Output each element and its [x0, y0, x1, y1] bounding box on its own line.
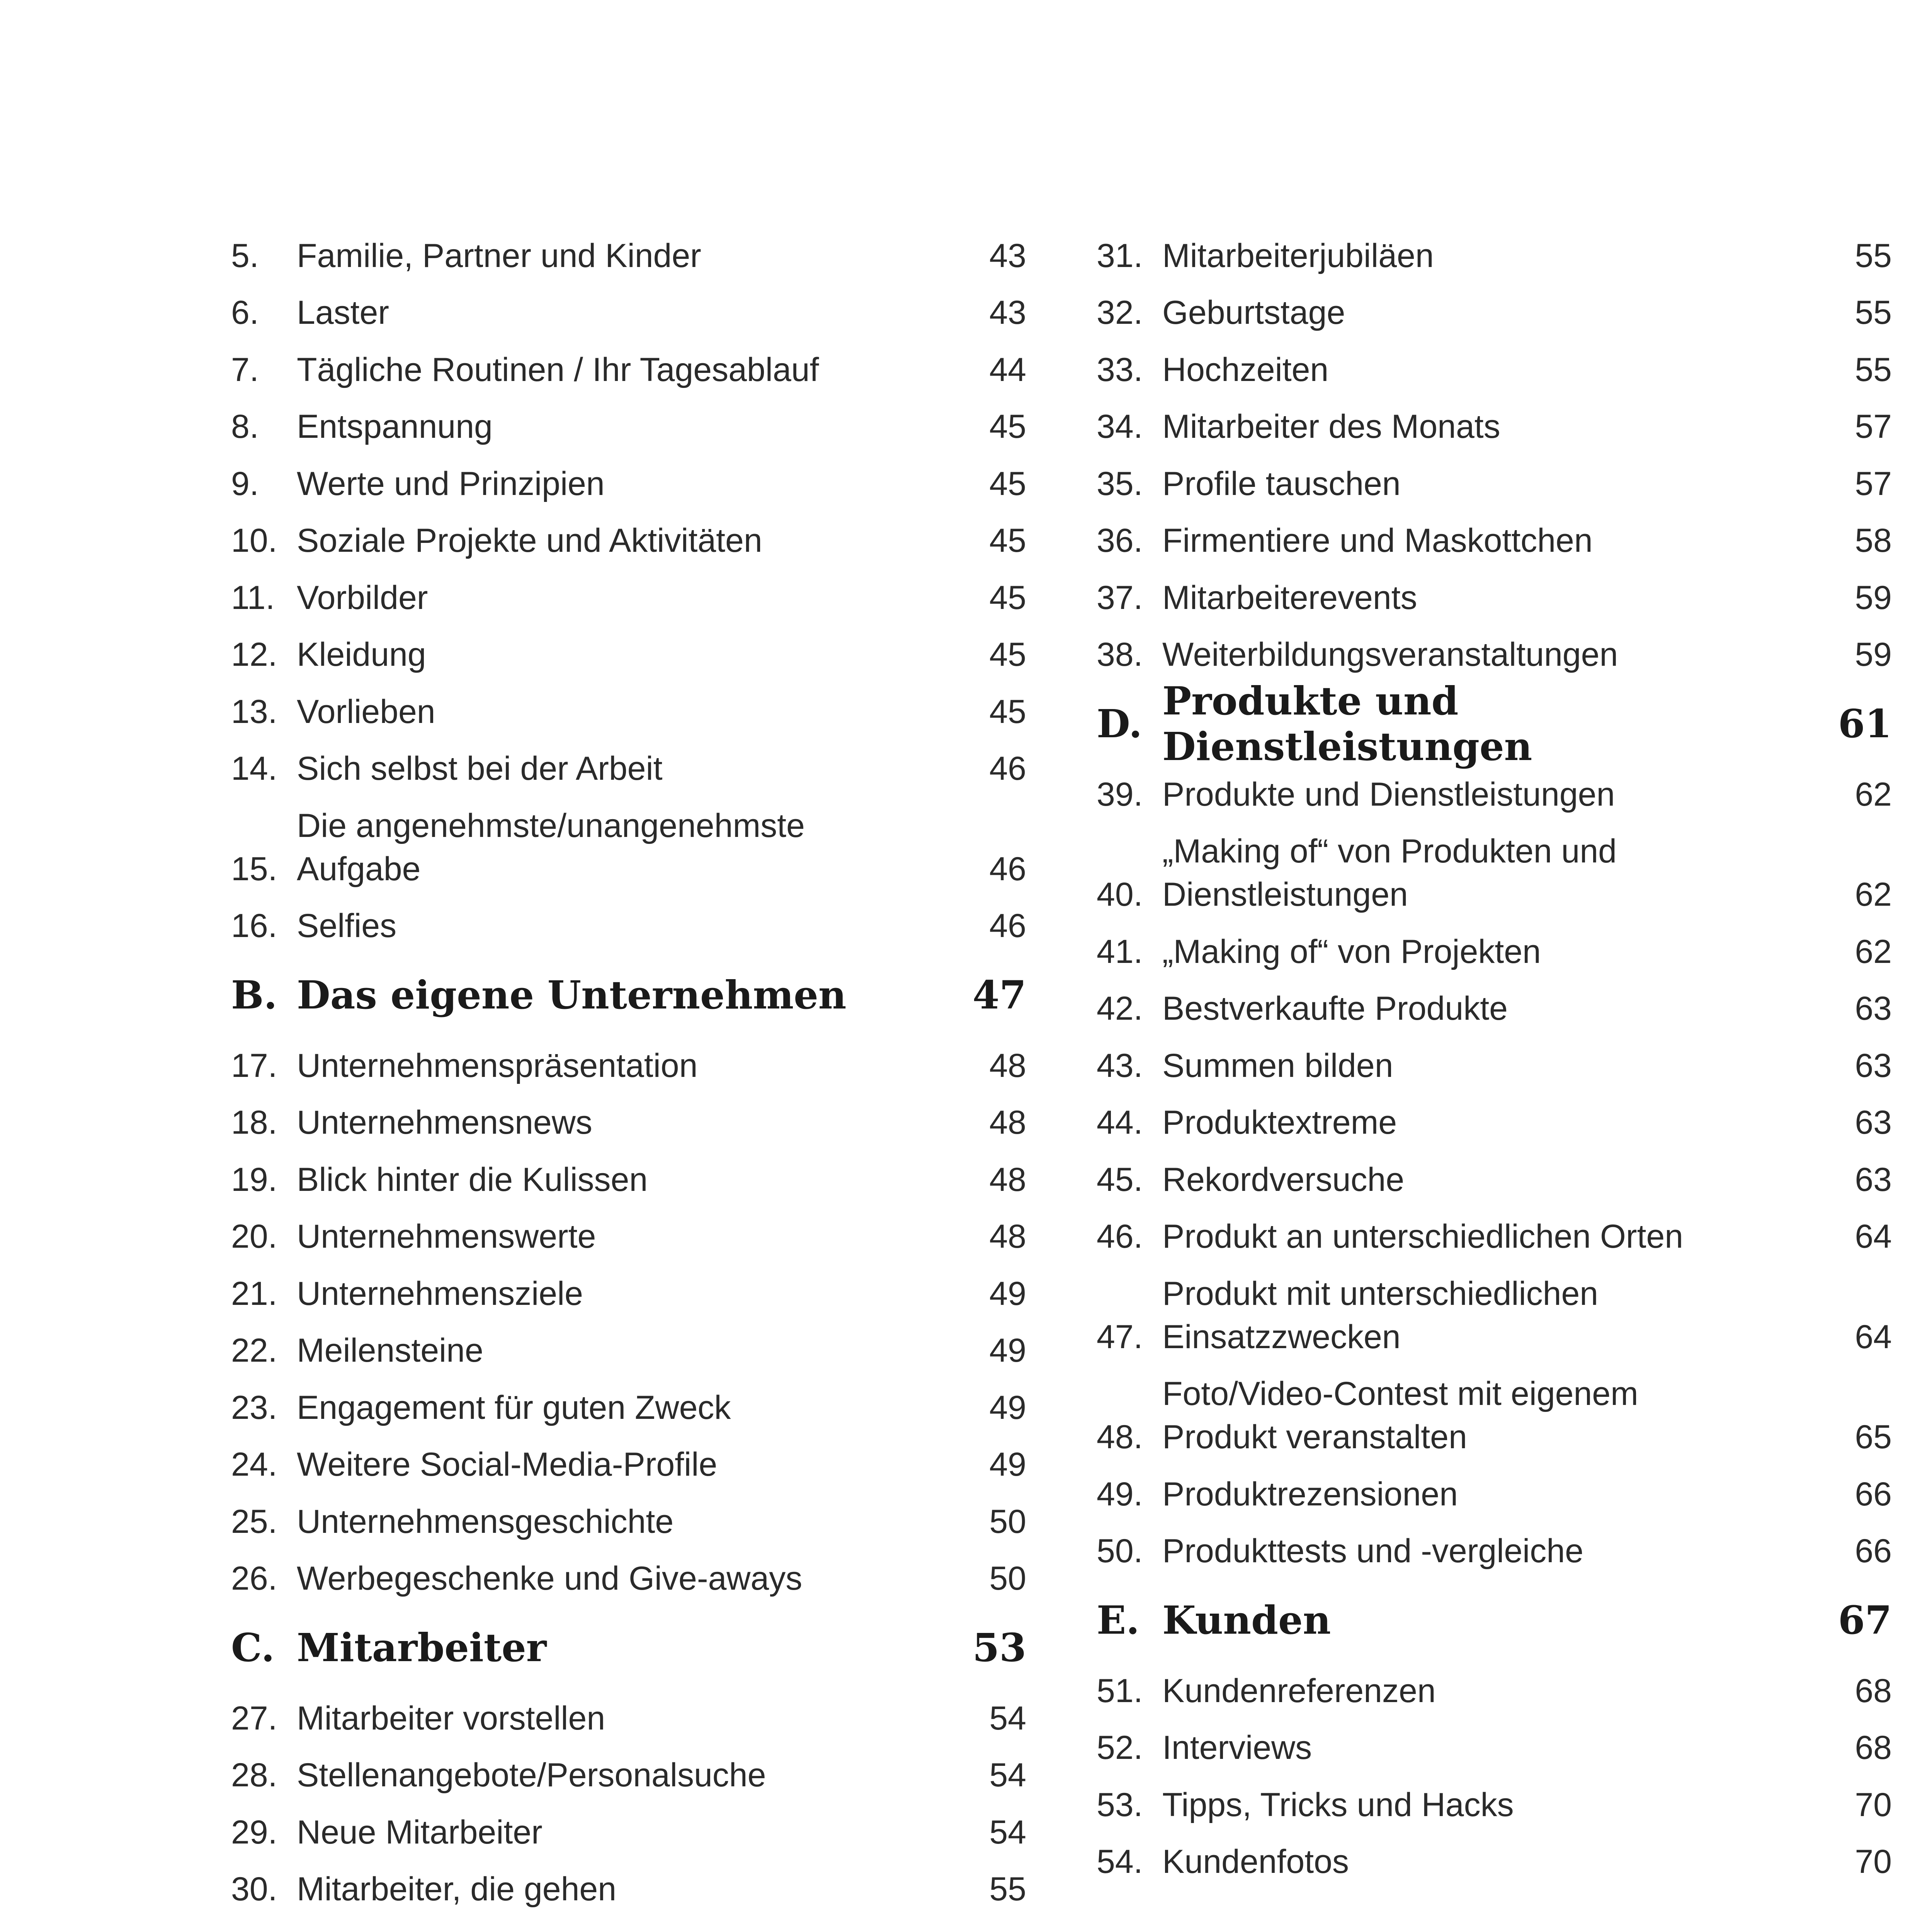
entry-page: 66	[1855, 1475, 1892, 1513]
entry-page: 54	[989, 1757, 1026, 1794]
toc-entry[interactable]	[1097, 1713, 1892, 1770]
entry-title: Die angenehmste/unangenehmste Aufgabe	[297, 807, 805, 888]
toc-entry[interactable]	[231, 505, 1026, 563]
entry-page: 46	[989, 750, 1026, 787]
entry-number: 11.	[231, 579, 275, 616]
entry-page: 54	[989, 1699, 1026, 1737]
entry-title: Geburtstage	[1162, 294, 1345, 331]
entry-number: 44.	[1097, 1104, 1143, 1141]
section-page: 61	[1838, 701, 1892, 747]
entry-number: 10.	[231, 522, 277, 559]
toc-entry[interactable]	[1097, 391, 1892, 449]
entry-number: 33.	[1097, 351, 1143, 388]
entry-number: 41.	[1097, 933, 1143, 970]
entry-number: 50.	[1097, 1532, 1143, 1570]
entry-number: 16.	[231, 907, 277, 944]
entry-title: Vorbilder	[297, 579, 428, 616]
toc-entry[interactable]	[231, 1030, 1026, 1087]
entry-page: 63	[1855, 1104, 1892, 1141]
toc-entry[interactable]	[1097, 973, 1892, 1031]
entry-title: Summen bilden	[1162, 1047, 1393, 1084]
entry-title: „Making of“ von Projekten	[1162, 933, 1541, 970]
toc-entry[interactable]	[231, 448, 1026, 505]
entry-page: 68	[1855, 1672, 1892, 1709]
entry-page: 62	[1855, 876, 1892, 913]
toc-entry[interactable]	[1097, 1516, 1892, 1573]
entry-number: 26.	[231, 1560, 277, 1597]
entry-number: 46.	[1097, 1218, 1143, 1255]
entry-page: 58	[1855, 522, 1892, 559]
toc-entry[interactable]	[231, 1258, 1026, 1315]
entry-title: Entspannung	[297, 408, 493, 445]
section-page: 53	[972, 1625, 1026, 1670]
entry-number: 23.	[231, 1389, 277, 1426]
entry-page: 46	[989, 907, 1026, 944]
entry-title: Blick hinter die Kulissen	[297, 1161, 648, 1198]
entry-title: Unternehmensziele	[297, 1275, 583, 1312]
entry-page: 64	[1855, 1318, 1892, 1355]
entry-number: 8.	[231, 408, 259, 445]
entry-title: Laster	[297, 294, 389, 331]
entry-page: 70	[1855, 1843, 1892, 1880]
section-letter: C.	[231, 1625, 275, 1670]
entry-number: 18.	[231, 1104, 277, 1141]
entry-page: 43	[989, 237, 1026, 274]
section-page: 67	[1838, 1597, 1892, 1643]
toc-entry[interactable]	[231, 277, 1026, 335]
entry-page: 57	[1855, 408, 1892, 445]
entry-number: 7.	[231, 351, 259, 388]
toc-entry[interactable]	[231, 1372, 1026, 1429]
entry-number: 37.	[1097, 579, 1143, 616]
entry-page: 70	[1855, 1786, 1892, 1823]
entry-page: 66	[1855, 1532, 1892, 1570]
entry-page: 63	[1855, 990, 1892, 1027]
toc-entry[interactable]	[231, 334, 1026, 391]
entry-page: 45	[989, 465, 1026, 502]
entry-page: 46	[989, 850, 1026, 888]
entry-title: Mitarbeiterjubiläen	[1162, 237, 1434, 274]
entry-title: Stellenangebote/Personalsuche	[297, 1757, 766, 1794]
entries-group	[1097, 759, 1892, 1573]
entry-page: 50	[989, 1503, 1026, 1540]
entry-number: 36.	[1097, 522, 1143, 559]
entry-number: 54.	[1097, 1843, 1143, 1880]
entry-title: Profile tauschen	[1162, 465, 1401, 502]
toc-entry[interactable]	[231, 790, 1026, 891]
toc-entry[interactable]	[231, 1087, 1026, 1145]
entry-number: 20.	[231, 1218, 277, 1255]
toc-entry[interactable]	[231, 220, 1026, 277]
entry-page: 68	[1855, 1729, 1892, 1766]
entry-number: 31.	[1097, 237, 1143, 274]
entry-title: Neue Mitarbeiter	[297, 1813, 543, 1851]
entry-title: Unternehmenswerte	[297, 1218, 596, 1255]
toc-entry[interactable]	[231, 891, 1026, 948]
entry-number: 53.	[1097, 1786, 1143, 1823]
entry-page: 55	[1855, 351, 1892, 388]
entry-title: Unternehmensgeschichte	[297, 1503, 674, 1540]
entry-number: 17.	[231, 1047, 277, 1084]
entry-page: 55	[1855, 294, 1892, 331]
entry-title: Rekordversuche	[1162, 1161, 1405, 1198]
entry-title: Tägliche Routinen / Ihr Tagesablauf	[297, 351, 819, 388]
section-letter: B.	[231, 972, 277, 1018]
toc-entry[interactable]	[1097, 1087, 1892, 1145]
toc-entry[interactable]	[231, 1543, 1026, 1600]
entry-title: Mitarbeiter des Monats	[1162, 408, 1500, 445]
entry-number: 45.	[1097, 1161, 1143, 1198]
entry-title: Selfies	[297, 907, 397, 944]
section-heading[interactable]	[231, 960, 1026, 1030]
entry-title: Produkttests und -vergleiche	[1162, 1532, 1583, 1570]
entry-number: 5.	[231, 237, 259, 274]
toc-entry[interactable]	[1097, 816, 1892, 917]
entry-page: 49	[989, 1332, 1026, 1369]
entry-number: 22.	[231, 1332, 277, 1369]
entry-page: 63	[1855, 1047, 1892, 1084]
toc-entry[interactable]	[1097, 505, 1892, 563]
entry-page: 62	[1855, 933, 1892, 970]
entry-number: 48.	[1097, 1418, 1143, 1456]
entry-number: 6.	[231, 294, 259, 331]
entry-title: Werbegeschenke und Give-aways	[297, 1560, 803, 1597]
section-heading[interactable]	[231, 1612, 1026, 1683]
entry-title: Mitarbeiter, die gehen	[297, 1871, 617, 1908]
entry-number: 29.	[231, 1813, 277, 1851]
entry-number: 42.	[1097, 990, 1143, 1027]
toc-entry[interactable]	[231, 676, 1026, 733]
entry-title: Mitarbeiterevents	[1162, 579, 1417, 616]
section-letter: E.	[1097, 1597, 1140, 1643]
entry-page: 49	[989, 1275, 1026, 1312]
entry-page: 57	[1855, 465, 1892, 502]
section-title: Das eigene Unternehmen	[297, 972, 847, 1018]
entry-title: Familie, Partner und Kinder	[297, 237, 701, 274]
entry-page: 62	[1855, 776, 1892, 813]
entry-number: 38.	[1097, 636, 1143, 673]
entry-page: 55	[1855, 237, 1892, 274]
entry-title: Firmentiere und Maskottchen	[1162, 522, 1593, 559]
entry-title: Unternehmensnews	[297, 1104, 592, 1141]
toc-entry[interactable]	[231, 1201, 1026, 1259]
toc-entry[interactable]	[1097, 334, 1892, 391]
toc-entry[interactable]	[1097, 220, 1892, 277]
entry-number: 13.	[231, 693, 277, 730]
entry-number: 32.	[1097, 294, 1143, 331]
entry-number: 12.	[231, 636, 277, 673]
entry-title: Produktrezensionen	[1162, 1475, 1458, 1513]
toc-entry[interactable]	[1097, 1359, 1892, 1459]
entry-page: 59	[1855, 579, 1892, 616]
entry-number: 30.	[231, 1871, 277, 1908]
toc-entry[interactable]	[1097, 448, 1892, 505]
entry-title: Produkte und Dienstleistungen	[1162, 776, 1615, 813]
entry-title: Foto/Video-Contest mit eigenem Produkt veranstalten	[1162, 1375, 1638, 1456]
toc-entry[interactable]	[231, 1486, 1026, 1543]
toc-entry[interactable]	[1097, 1769, 1892, 1827]
entry-page: 45	[989, 522, 1026, 559]
entry-page: 48	[989, 1047, 1026, 1084]
entry-title: Bestverkaufte Produkte	[1162, 990, 1508, 1027]
entry-number: 15.	[231, 850, 277, 888]
section-heading[interactable]	[1097, 1585, 1892, 1655]
entry-number: 39.	[1097, 776, 1143, 813]
entries-group	[1097, 1655, 1892, 1883]
entry-number: 19.	[231, 1161, 277, 1198]
entry-number: 35.	[1097, 465, 1143, 502]
entry-title: Sich selbst bei der Arbeit	[297, 750, 663, 787]
entry-page: 44	[989, 351, 1026, 388]
entry-title: Meilensteine	[297, 1332, 483, 1369]
entry-title: Produkt mit unterschiedlichen Einsatzzwecken	[1162, 1275, 1599, 1355]
entry-title: Mitarbeiter vorstellen	[297, 1699, 605, 1737]
entries-group	[231, 1683, 1026, 1911]
entry-title: Engagement für guten Zweck	[297, 1389, 731, 1426]
entry-number: 24.	[231, 1446, 277, 1483]
toc-entry[interactable]	[231, 1854, 1026, 1911]
entry-page: 45	[989, 579, 1026, 616]
entry-title: Vorlieben	[297, 693, 435, 730]
entry-page: 63	[1855, 1161, 1892, 1198]
toc-entry[interactable]	[231, 1429, 1026, 1486]
entry-number: 28.	[231, 1757, 277, 1794]
toc-entry[interactable]	[1097, 1030, 1892, 1087]
toc-right-column	[1097, 220, 1892, 1883]
entry-number: 9.	[231, 465, 259, 502]
entry-title: Produktextreme	[1162, 1104, 1397, 1141]
entry-title: Interviews	[1162, 1729, 1312, 1766]
entry-page: 43	[989, 294, 1026, 331]
toc-entry[interactable]	[231, 562, 1026, 619]
entry-title: „Making of“ von Produkten und Dienstleistungen	[1162, 833, 1617, 913]
toc-entry[interactable]	[231, 1144, 1026, 1201]
toc-entry[interactable]	[231, 619, 1026, 677]
entry-number: 25.	[231, 1503, 277, 1540]
entries-group	[1097, 220, 1892, 676]
entry-page: 48	[989, 1161, 1026, 1198]
entries-group	[231, 1030, 1026, 1600]
toc-entry[interactable]	[231, 1740, 1026, 1797]
toc-entry[interactable]	[1097, 619, 1892, 677]
toc-entry[interactable]	[1097, 1827, 1892, 1884]
toc-entry[interactable]	[231, 1683, 1026, 1740]
entry-page: 59	[1855, 636, 1892, 673]
entry-number: 49.	[1097, 1475, 1143, 1513]
entry-page: 45	[989, 693, 1026, 730]
section-title: Mitarbeiter	[297, 1625, 547, 1670]
toc-left-column	[231, 220, 1026, 1911]
entry-title: Kleidung	[297, 636, 426, 673]
entry-title: Weitere Social-Media-Profile	[297, 1446, 718, 1483]
toc-entry[interactable]	[1097, 562, 1892, 619]
entry-page: 64	[1855, 1218, 1892, 1255]
entry-title: Kundenfotos	[1162, 1843, 1349, 1880]
section-title: Kunden	[1162, 1597, 1331, 1643]
entry-page: 45	[989, 408, 1026, 445]
toc-entry[interactable]	[1097, 916, 1892, 973]
entry-page: 54	[989, 1813, 1026, 1851]
entry-title: Produkt an unterschiedlichen Orten	[1162, 1218, 1684, 1255]
entry-page: 48	[989, 1104, 1026, 1141]
toc-entry[interactable]	[231, 1797, 1026, 1854]
section-page: 47	[972, 972, 1026, 1018]
entry-page: 50	[989, 1560, 1026, 1597]
entry-number: 51.	[1097, 1672, 1143, 1709]
entries-group	[231, 220, 1026, 947]
entry-page: 45	[989, 636, 1026, 673]
entry-number: 34.	[1097, 408, 1143, 445]
toc-entry[interactable]	[1097, 277, 1892, 335]
entry-page: 49	[989, 1389, 1026, 1426]
entry-title: Kundenreferenzen	[1162, 1672, 1436, 1709]
entry-title: Hochzeiten	[1162, 351, 1329, 388]
section-letter: D.	[1097, 701, 1142, 747]
entry-title: Unternehmenspräsentation	[297, 1047, 698, 1084]
toc-entry[interactable]	[1097, 1655, 1892, 1713]
entry-number: 27.	[231, 1699, 277, 1737]
toc-entry[interactable]	[231, 733, 1026, 791]
entry-title: Soziale Projekte und Aktivitäten	[297, 522, 762, 559]
entry-number: 47.	[1097, 1318, 1143, 1355]
entry-number: 14.	[231, 750, 277, 787]
toc-entry[interactable]	[1097, 1144, 1892, 1201]
toc-entry[interactable]	[1097, 1258, 1892, 1359]
entry-page: 65	[1855, 1418, 1892, 1456]
entry-page: 48	[989, 1218, 1026, 1255]
section-title: Produkte und Dienstleistungen	[1162, 678, 1532, 769]
entry-number: 43.	[1097, 1047, 1143, 1084]
toc-entry[interactable]	[1097, 1459, 1892, 1516]
entry-number: 21.	[231, 1275, 277, 1312]
toc-entry[interactable]	[1097, 1201, 1892, 1259]
entry-page: 55	[989, 1871, 1026, 1908]
toc-entry[interactable]	[231, 1315, 1026, 1372]
section-heading[interactable]	[1097, 678, 1892, 769]
entry-title: Tipps, Tricks und Hacks	[1162, 1786, 1514, 1823]
entry-number: 40.	[1097, 876, 1143, 913]
entry-number: 52.	[1097, 1729, 1143, 1766]
entry-title: Weiterbildungsveranstaltungen	[1162, 636, 1618, 673]
entry-page: 49	[989, 1446, 1026, 1483]
entry-title: Werte und Prinzipien	[297, 465, 605, 502]
toc-entry[interactable]	[231, 391, 1026, 449]
